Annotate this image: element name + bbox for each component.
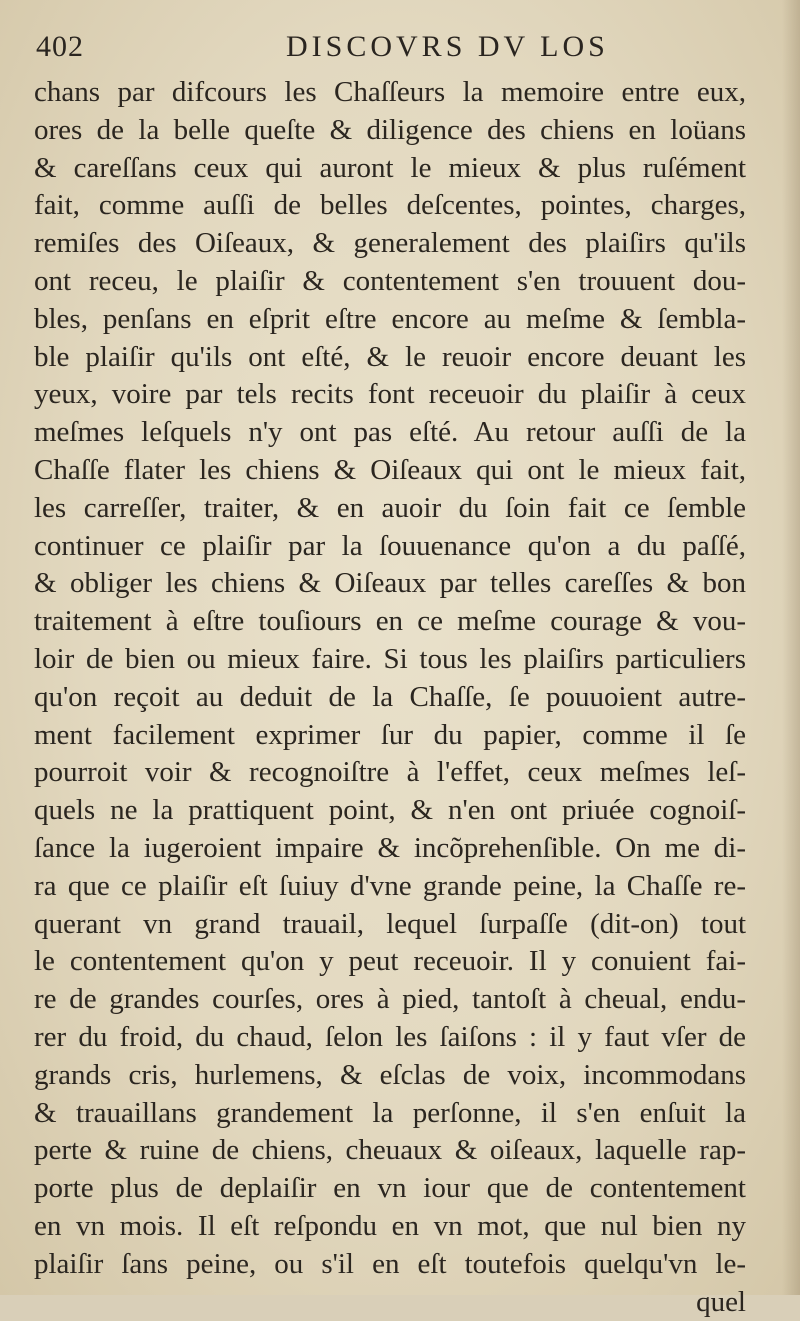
text-line: rer du froid, du chaud, ſelon les ſaiſons : il y faut vſer de <box>34 1019 746 1057</box>
text-line: querant vn grand trauail, lequel ſurpaſſe (dit-on) tout <box>34 906 746 944</box>
text-line: grands cris, hurlemens, & eſclas de voix, incommodans <box>34 1057 746 1095</box>
text-line: & careſſans ceux qui auront le mieux & plus ruſément <box>34 150 746 188</box>
text-line: en vn mois. Il eſt reſpondu en vn mot, que nul bien ny <box>34 1208 746 1246</box>
text-line: quel <box>34 1284 746 1321</box>
text-line: traitement à eſtre touſiours en ce meſme courage & vou- <box>34 603 746 641</box>
text-line: porte plus de deplaiſir en vn iour que de contentement <box>34 1170 746 1208</box>
text-line: pourroit voir & recognoiſtre à l'effet, ceux meſmes leſ- <box>34 754 746 792</box>
text-line: meſmes leſquels n'y ont pas eſté. Au retour auſſi de la <box>34 414 746 452</box>
text-line: remiſes des Oiſeaux, & generalement des plaiſirs qu'ils <box>34 225 746 263</box>
text-line: chans par difcours les Chaſſeurs la memoire entre eux, <box>34 74 746 112</box>
page-header <box>36 30 736 70</box>
text-line: yeux, voire par tels recits font receuoir du plaiſir à ceux <box>34 376 746 414</box>
text-line: bles, penſans en eſprit eſtre encore au meſme & ſembla- <box>34 301 746 339</box>
text-line: quels ne la prattiquent point, & n'en ont priuée cognoiſ- <box>34 792 746 830</box>
page-number: 402 <box>36 30 84 64</box>
text-line: le contentement qu'on y peut receuoir. Il y conuient fai- <box>34 943 746 981</box>
text-line: ra que ce plaiſir eſt ſuiuy d'vne grande peine, la Chaſſe re- <box>34 868 746 906</box>
text-line: Chaſſe flater les chiens & Oiſeaux qui ont le mieux fait, <box>34 452 746 490</box>
body-text <box>34 74 746 1321</box>
text-line: continuer ce plaiſir par la ſouuenance qu'on a du paſſé, <box>34 528 746 566</box>
text-line: ont receu, le plaiſir & contentement s'en trouuent dou- <box>34 263 746 301</box>
text-line: loir de bien ou mieux faire. Si tous les plaiſirs particuliers <box>34 641 746 679</box>
text-line: ment facilement exprimer ſur du papier, comme il ſe <box>34 717 746 755</box>
text-line: plaiſir ſans peine, ou s'il en eſt toutefois quelqu'vn le- <box>34 1246 746 1284</box>
text-line: ble plaiſir qu'ils ont eſté, & le reuoir encore deuant les <box>34 339 746 377</box>
text-line: ores de la belle queſte & diligence des chiens en loüans <box>34 112 746 150</box>
text-line: & obliger les chiens & Oiſeaux par telles careſſes & bon <box>34 565 746 603</box>
page-edge-shadow <box>782 0 800 1295</box>
text-line: fait, comme auſſi de belles deſcentes, pointes, charges, <box>34 187 746 225</box>
text-line: les carreſſer, traiter, & en auoir du ſoin fait ce ſemble <box>34 490 746 528</box>
text-line: perte & ruine de chiens, cheuaux & oiſeaux, laquelle rap- <box>34 1132 746 1170</box>
text-line: qu'on reçoit au deduit de la Chaſſe, ſe pouuoient autre- <box>34 679 746 717</box>
text-line: & trauaillans grandement la perſonne, il s'en enſuit la <box>34 1095 746 1133</box>
text-line: re de grandes courſes, ores à pied, tantoſt à cheual, endu- <box>34 981 746 1019</box>
text-line: ſance la iugeroient impaire & incõprehenſible. On me di- <box>34 830 746 868</box>
running-head: DISCOVRS DV LOS <box>286 30 609 64</box>
